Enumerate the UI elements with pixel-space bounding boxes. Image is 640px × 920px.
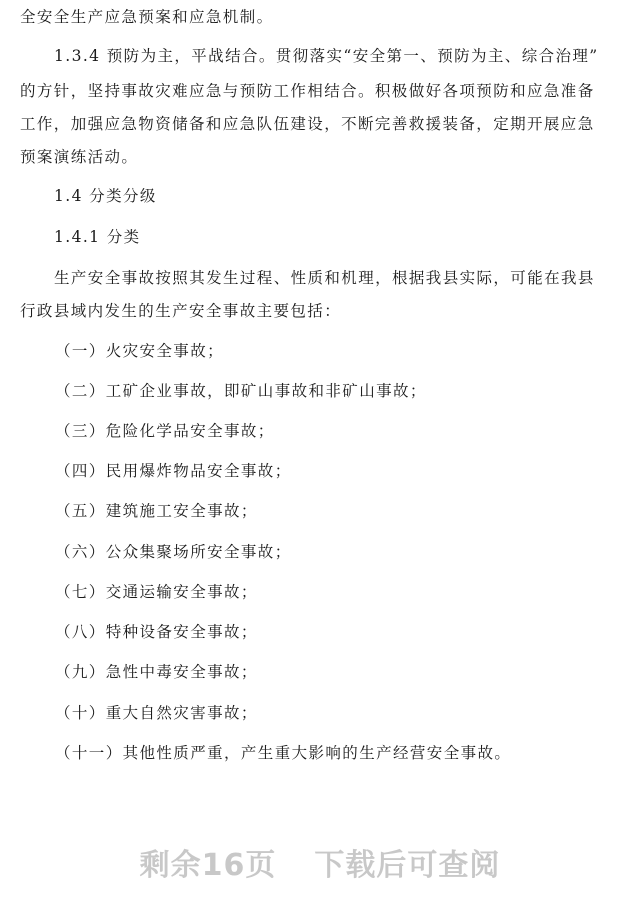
list-item: （五）建筑施工安全事故； [55,502,258,520]
list-item: （四）民用爆炸物品安全事故； [55,462,292,480]
list-item: （十一）其他性质严重，产生重大影响的生产经营安全事故。 [55,744,512,762]
paragraph-line: 全安全生产应急预案和应急机制。 [20,8,274,26]
list-item: （三）危险化学品安全事故； [55,422,275,440]
list-item: （七）交通运输安全事故； [55,583,258,601]
paragraph-line: 的方针，坚持事故灾难应急与预防工作相结合。积极做好各项预防和应急准备 [20,82,595,100]
list-item: （二）工矿企业事故，即矿山事故和非矿山事故； [55,382,427,400]
paragraph-line: 1.3.4 预防为主，平战结合。贯彻落实“安全第一、预防为主、综合治理” [54,47,599,65]
download-banner[interactable] [0,840,640,884]
list-item: （十）重大自然灾害事故； [55,704,258,722]
list-item: （六）公众集聚场所安全事故； [55,543,292,561]
download-to-view-label: 下载后可查阅 [314,848,501,883]
remaining-pages-label: 剩余16页 [139,848,277,883]
paragraph-line: 工作，加强应急物资储备和应急队伍建设，不断完善救援装备，定期开展应急 [20,115,595,133]
list-item: （九）急性中毒安全事故； [55,663,258,681]
subsection-heading: 1.4.1 分类 [54,228,141,246]
paragraph-line: 行政县域内发生的生产安全事故主要包括： [20,302,342,320]
section-heading: 1.4 分类分级 [54,187,157,205]
list-item: （八）特种设备安全事故； [55,623,258,641]
paragraph-line: 预案演练活动。 [20,148,139,166]
list-item: （一）火灾安全事故； [55,342,225,360]
paragraph-line: 生产安全事故按照其发生过程、性质和机理，根据我县实际，可能在我县 [54,269,595,287]
